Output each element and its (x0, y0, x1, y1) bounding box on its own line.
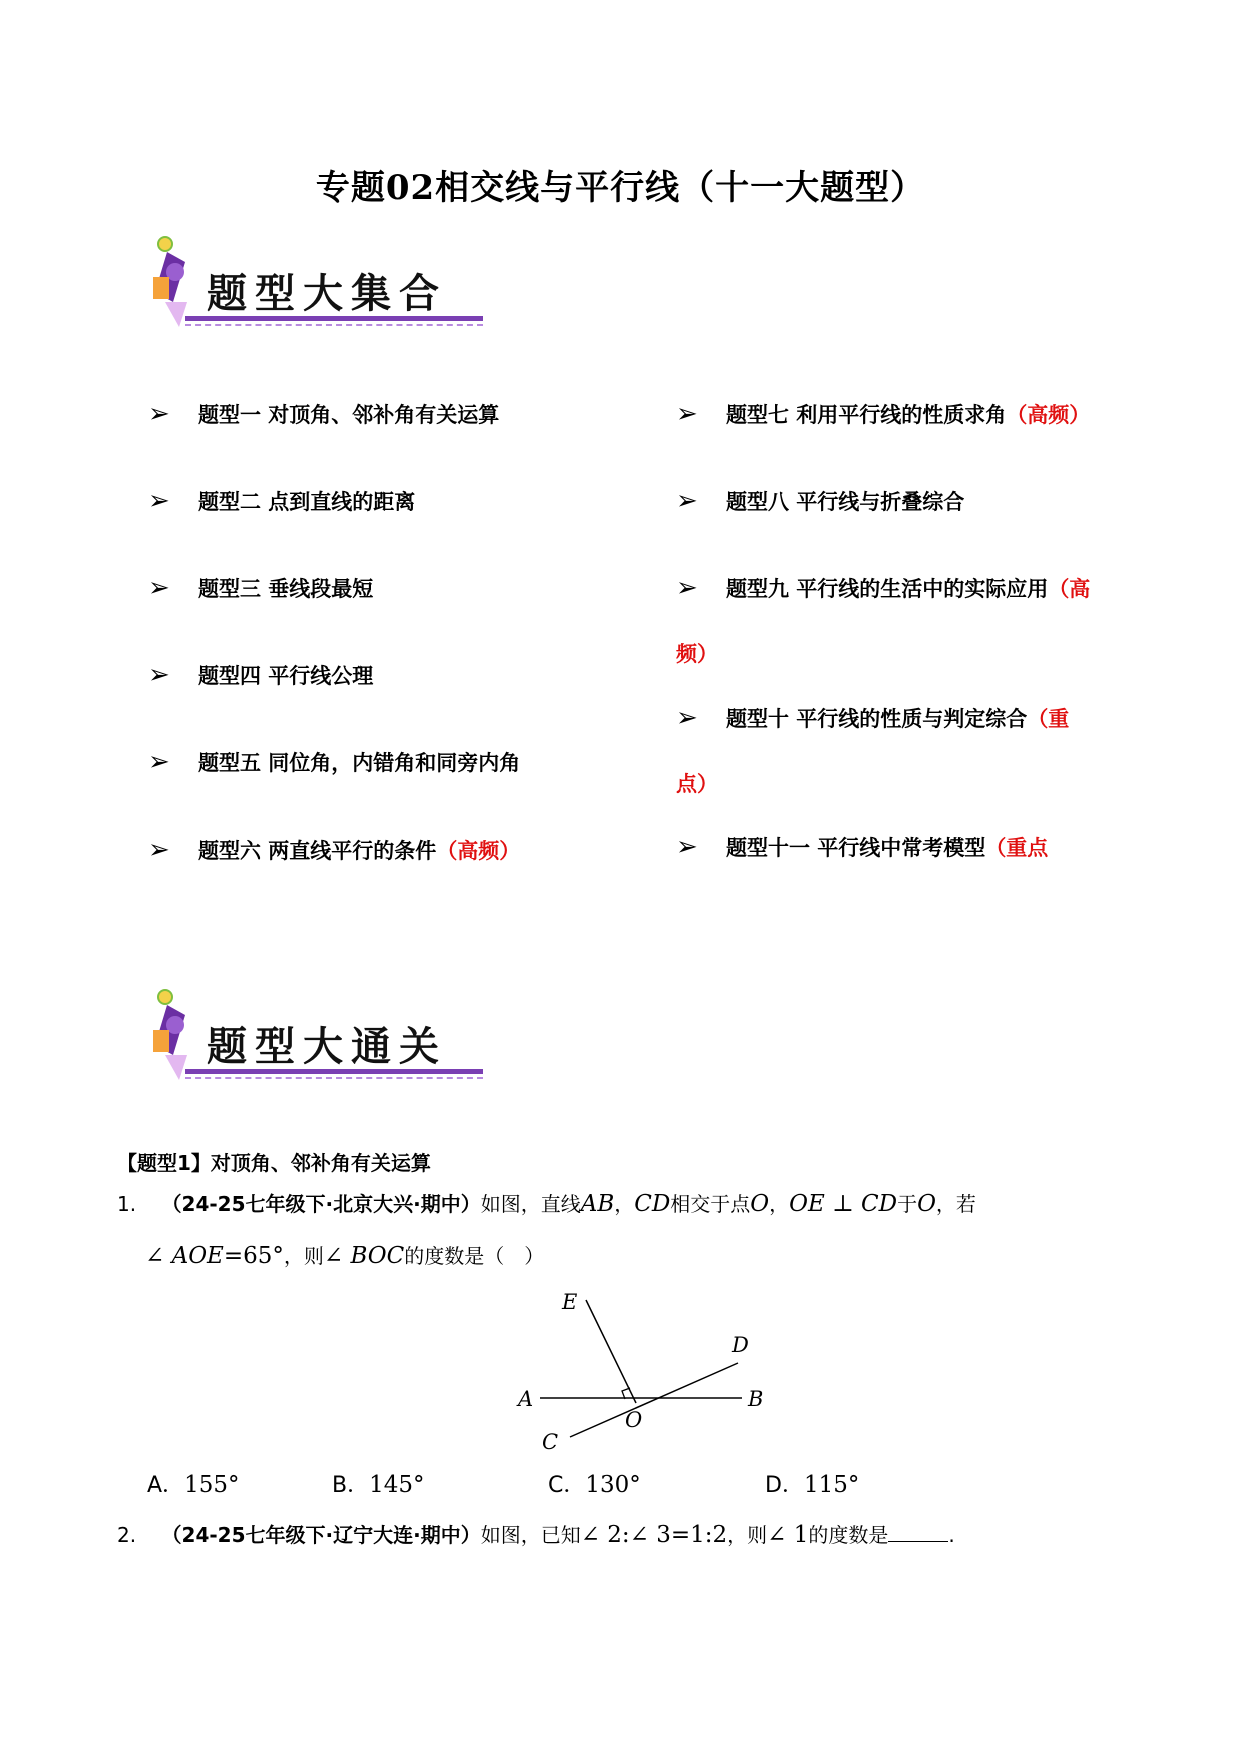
arrow-bullet-icon: ➢ (676, 832, 698, 862)
banner-toc (145, 232, 490, 342)
question-1-line-2: ∠ AOE=65°，则∠ BOC的度数是（ ） (145, 1243, 545, 1269)
arrow-bullet-icon: ➢ (148, 486, 170, 516)
toc-item-11[interactable]: ➢ 题型十一 平行线中常考模型（重点 (676, 832, 1049, 862)
label-a: A (518, 1387, 534, 1411)
banner-practice (145, 985, 490, 1095)
label-c: C (542, 1430, 559, 1454)
label-b: B (748, 1387, 764, 1411)
toc-item-9-wrap: 频） (676, 642, 718, 666)
arrow-bullet-icon: ➢ (676, 486, 698, 516)
ray-oe (586, 1300, 636, 1403)
toc-item-3[interactable]: ➢ 题型三 垂线段最短 (148, 573, 374, 603)
arrow-bullet-icon: ➢ (148, 573, 170, 603)
banner-toc-text: 题型大集合 (207, 270, 447, 317)
banner-underline-dashed (185, 324, 483, 326)
toc-item-10-wrap: 点） (676, 772, 718, 796)
line-cd (570, 1363, 738, 1437)
option-d[interactable]: D．115° (765, 1472, 860, 1498)
tag-high-frequency: （高 (1048, 577, 1091, 601)
tag-high-frequency: （高频） (1006, 403, 1091, 427)
tag-key-point: （重 (1027, 707, 1070, 731)
toc-item-6[interactable]: ➢ 题型六 两直线平行的条件（高频） (148, 835, 521, 865)
toc-item-5[interactable]: ➢ 题型五 同位角，内错角和同旁内角 (148, 747, 521, 777)
arrow-bullet-icon: ➢ (148, 747, 170, 777)
tag-high-frequency: （高频） (436, 839, 521, 863)
tag-key-point: （重点 (985, 836, 1049, 860)
arrow-bullet-icon: ➢ (148, 399, 170, 429)
toc-item-10[interactable]: ➢ 题型十 平行线的性质与判定综合（重 (676, 703, 1070, 733)
label-o: O (625, 1408, 643, 1432)
page-title: 专题02相交线与平行线（十一大题型） (315, 168, 926, 208)
toc-item-1[interactable]: ➢ 题型一 对顶角、邻补角有关运算 (148, 399, 500, 429)
arrow-bullet-icon: ➢ (148, 660, 170, 690)
question-1-line-1: 1. （24-25七年级下·北京大兴·期中）如图，直线AB，CD相交于点O，OE ⊥ CD于O，若 (117, 1191, 976, 1217)
option-a[interactable]: A．155° (147, 1472, 240, 1498)
arrow-bullet-icon: ➢ (676, 703, 698, 733)
question-1-figure (510, 1285, 780, 1455)
toc-item-8[interactable]: ➢ 题型八 平行线与折叠综合 (676, 486, 965, 516)
toc-item-9[interactable]: ➢ 题型九 平行线的生活中的实际应用（高 (676, 573, 1091, 603)
question-2: 2. （24-25七年级下·辽宁大连·期中）如图，已知∠ 2:∠ 3=1:2，则∠ 1的度数是 . (117, 1522, 955, 1548)
banner-practice-text: 题型大通关 (207, 1023, 447, 1070)
banner-underline (185, 1069, 483, 1074)
option-c[interactable]: C．130° (548, 1472, 641, 1498)
banner-underline (185, 316, 483, 321)
toc-item-7[interactable]: ➢ 题型七 利用平行线的性质求角（高频） (676, 399, 1091, 429)
arrow-bullet-icon: ➢ (148, 835, 170, 865)
label-d: D (732, 1333, 749, 1357)
toc-item-2[interactable]: ➢ 题型二 点到直线的距离 (148, 486, 416, 516)
banner-underline-dashed (185, 1077, 483, 1079)
arrow-bullet-icon: ➢ (676, 573, 698, 603)
toc-item-4[interactable]: ➢ 题型四 平行线公理 (148, 660, 374, 690)
section-heading: 【题型1】对顶角、邻补角有关运算 (117, 1151, 431, 1175)
answer-blank[interactable] (888, 1523, 948, 1542)
label-e: E (562, 1290, 578, 1314)
option-b[interactable]: B．145° (332, 1472, 425, 1498)
arrow-bullet-icon: ➢ (676, 399, 698, 429)
